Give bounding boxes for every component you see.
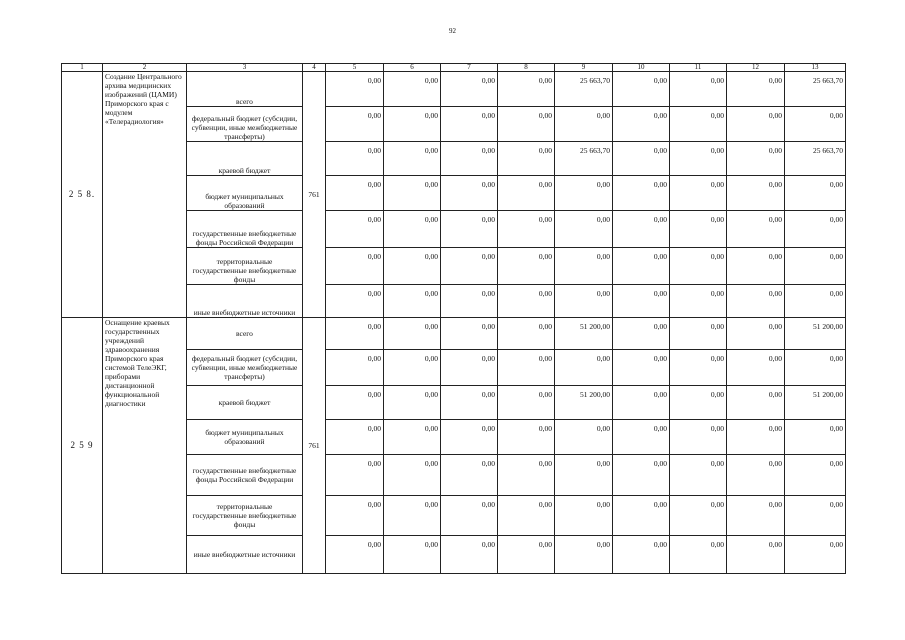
value-cell: 0,00 — [498, 350, 555, 386]
value-cell: 0,00 — [613, 285, 670, 318]
value-cell: 51 200,00 — [555, 386, 613, 420]
value-cell: 0,00 — [727, 420, 785, 455]
value-cell: 0,00 — [441, 285, 498, 318]
value-cell: 0,00 — [785, 211, 846, 248]
value-cell: 0,00 — [613, 496, 670, 536]
value-cell: 0,00 — [727, 496, 785, 536]
value-cell: 0,00 — [670, 350, 727, 386]
value-cell: 0,00 — [727, 72, 785, 107]
funding-source: государственные внебюджетные фонды Российской Федерации — [187, 211, 303, 248]
value-cell: 0,00 — [498, 536, 555, 574]
value-cell: 25 663,70 — [555, 142, 613, 176]
value-cell: 0,00 — [555, 211, 613, 248]
funding-source: иные внебюджетные источники — [187, 285, 303, 318]
value-cell: 0,00 — [785, 455, 846, 496]
funding-source: краевой бюджет — [187, 142, 303, 176]
value-cell: 0,00 — [613, 211, 670, 248]
value-cell: 0,00 — [727, 455, 785, 496]
value-cell: 0,00 — [613, 536, 670, 574]
value-cell: 0,00 — [785, 107, 846, 142]
value-cell: 0,00 — [613, 350, 670, 386]
value-cell: 0,00 — [670, 496, 727, 536]
value-cell: 0,00 — [498, 318, 555, 350]
value-cell: 0,00 — [613, 72, 670, 107]
value-cell: 25 663,70 — [785, 72, 846, 107]
value-cell: 0,00 — [498, 248, 555, 285]
value-cell: 0,00 — [326, 211, 384, 248]
value-cell: 0,00 — [670, 107, 727, 142]
value-cell: 0,00 — [441, 386, 498, 420]
value-cell: 0,00 — [613, 176, 670, 211]
value-cell: 0,00 — [384, 496, 441, 536]
value-cell: 0,00 — [326, 318, 384, 350]
administrator-code: 761 — [303, 72, 326, 318]
value-cell: 0,00 — [498, 176, 555, 211]
value-cell: 0,00 — [727, 107, 785, 142]
value-cell: 0,00 — [670, 248, 727, 285]
funding-source: территориальные государственные внебюджетные фонды — [187, 248, 303, 285]
value-cell: 0,00 — [670, 420, 727, 455]
value-cell: 0,00 — [384, 318, 441, 350]
value-cell: 0,00 — [670, 386, 727, 420]
value-cell: 0,00 — [670, 455, 727, 496]
funding-source: всего — [187, 72, 303, 107]
value-cell: 0,00 — [441, 536, 498, 574]
value-cell: 0,00 — [326, 176, 384, 211]
value-cell: 0,00 — [441, 420, 498, 455]
funding-source: федеральный бюджет (субсидии, субвенции, иные межбюджетные трансферты) — [187, 107, 303, 142]
value-cell: 0,00 — [555, 248, 613, 285]
value-cell: 0,00 — [785, 350, 846, 386]
value-cell: 0,00 — [670, 176, 727, 211]
value-cell: 0,00 — [670, 142, 727, 176]
value-cell: 0,00 — [555, 350, 613, 386]
value-cell: 51 200,00 — [785, 318, 846, 350]
value-cell: 0,00 — [613, 318, 670, 350]
budget-table — [61, 63, 846, 574]
header-cell: 3 — [187, 64, 303, 72]
header-cell: 2 — [103, 64, 187, 72]
page-number: 92 — [449, 27, 456, 35]
value-cell: 0,00 — [326, 386, 384, 420]
value-cell: 0,00 — [441, 455, 498, 496]
value-cell: 0,00 — [441, 211, 498, 248]
header-cell: 8 — [498, 64, 555, 72]
value-cell: 0,00 — [785, 285, 846, 318]
value-cell: 0,00 — [727, 386, 785, 420]
value-cell: 0,00 — [384, 455, 441, 496]
value-cell: 25 663,70 — [555, 72, 613, 107]
value-cell: 0,00 — [326, 536, 384, 574]
value-cell: 0,00 — [498, 285, 555, 318]
value-cell: 0,00 — [441, 350, 498, 386]
value-cell: 0,00 — [384, 386, 441, 420]
measure-description: Оснащение краевых государственных учреждений здравоохранения Приморского края системой ТелеЭКГ, приборами дистанционной функциональной диагностики — [103, 318, 187, 574]
value-cell: 0,00 — [384, 536, 441, 574]
value-cell: 0,00 — [555, 496, 613, 536]
value-cell: 0,00 — [384, 420, 441, 455]
funding-source: бюджет муниципальных образований — [187, 420, 303, 455]
value-cell: 0,00 — [326, 72, 384, 107]
measure-description: Создание Центрального архива медицинских изображений (ЦАМИ) Приморского края с модулем «Телерадиология» — [103, 72, 187, 318]
value-cell: 0,00 — [498, 142, 555, 176]
value-cell: 0,00 — [727, 285, 785, 318]
value-cell: 0,00 — [326, 142, 384, 176]
value-cell: 0,00 — [441, 142, 498, 176]
value-cell: 0,00 — [384, 285, 441, 318]
funding-source: бюджет муниципальных образований — [187, 176, 303, 211]
value-cell: 51 200,00 — [555, 318, 613, 350]
value-cell: 0,00 — [384, 142, 441, 176]
header-cell: 11 — [670, 64, 727, 72]
value-cell: 0,00 — [384, 176, 441, 211]
value-cell: 0,00 — [326, 420, 384, 455]
value-cell: 0,00 — [384, 107, 441, 142]
value-cell: 0,00 — [555, 107, 613, 142]
value-cell: 0,00 — [727, 536, 785, 574]
value-cell: 0,00 — [498, 211, 555, 248]
value-cell: 0,00 — [727, 142, 785, 176]
value-cell: 0,00 — [441, 176, 498, 211]
row-index: 2 5 8. — [62, 72, 103, 318]
header-cell: 4 — [303, 64, 326, 72]
funding-source: краевой бюджет — [187, 386, 303, 420]
value-cell: 0,00 — [613, 455, 670, 496]
value-cell: 0,00 — [670, 211, 727, 248]
value-cell: 0,00 — [498, 420, 555, 455]
header-cell: 10 — [613, 64, 670, 72]
value-cell: 0,00 — [670, 536, 727, 574]
value-cell: 0,00 — [727, 211, 785, 248]
value-cell: 0,00 — [326, 496, 384, 536]
header-cell: 7 — [441, 64, 498, 72]
value-cell: 0,00 — [727, 350, 785, 386]
value-cell: 0,00 — [326, 107, 384, 142]
value-cell: 0,00 — [498, 72, 555, 107]
funding-source: федеральный бюджет (субсидии, субвенции, иные межбюджетные трансферты) — [187, 350, 303, 386]
value-cell: 0,00 — [384, 248, 441, 285]
funding-source: всего — [187, 318, 303, 350]
value-cell: 0,00 — [555, 285, 613, 318]
value-cell: 0,00 — [785, 176, 846, 211]
value-cell: 0,00 — [498, 386, 555, 420]
header-cell: 1 — [62, 64, 103, 72]
value-cell: 0,00 — [555, 176, 613, 211]
value-cell: 0,00 — [670, 285, 727, 318]
value-cell: 0,00 — [555, 455, 613, 496]
value-cell: 0,00 — [384, 350, 441, 386]
value-cell: 0,00 — [498, 496, 555, 536]
funding-source: государственные внебюджетные фонды Российской Федерации — [187, 455, 303, 496]
header-cell: 13 — [785, 64, 846, 72]
value-cell: 0,00 — [555, 536, 613, 574]
value-cell: 0,00 — [727, 248, 785, 285]
value-cell: 0,00 — [785, 248, 846, 285]
value-cell: 0,00 — [785, 420, 846, 455]
value-cell: 0,00 — [441, 496, 498, 536]
funding-source: территориальные государственные внебюджетные фонды — [187, 496, 303, 536]
value-cell: 0,00 — [613, 107, 670, 142]
value-cell: 0,00 — [498, 455, 555, 496]
value-cell: 0,00 — [326, 248, 384, 285]
value-cell: 0,00 — [326, 285, 384, 318]
value-cell: 0,00 — [613, 386, 670, 420]
value-cell: 0,00 — [441, 318, 498, 350]
header-cell: 5 — [326, 64, 384, 72]
value-cell: 0,00 — [727, 176, 785, 211]
value-cell: 0,00 — [441, 107, 498, 142]
value-cell: 0,00 — [326, 455, 384, 496]
value-cell: 25 663,70 — [785, 142, 846, 176]
value-cell: 0,00 — [613, 142, 670, 176]
value-cell: 0,00 — [670, 72, 727, 107]
value-cell: 0,00 — [384, 211, 441, 248]
value-cell: 0,00 — [441, 248, 498, 285]
value-cell: 0,00 — [498, 107, 555, 142]
header-cell: 12 — [727, 64, 785, 72]
header-cell: 6 — [384, 64, 441, 72]
row-index: 2 5 9 — [62, 318, 103, 574]
value-cell: 0,00 — [384, 72, 441, 107]
header-row — [62, 64, 846, 72]
table-row — [62, 72, 846, 107]
value-cell: 0,00 — [785, 496, 846, 536]
header-cell: 9 — [555, 64, 613, 72]
value-cell: 0,00 — [785, 536, 846, 574]
value-cell: 0,00 — [670, 318, 727, 350]
value-cell: 51 200,00 — [785, 386, 846, 420]
value-cell: 0,00 — [727, 318, 785, 350]
value-cell: 0,00 — [613, 420, 670, 455]
value-cell: 0,00 — [555, 420, 613, 455]
value-cell: 0,00 — [613, 248, 670, 285]
funding-source: иные внебюджетные источники — [187, 536, 303, 574]
table-row — [62, 318, 846, 350]
value-cell: 0,00 — [441, 72, 498, 107]
administrator-code: 761 — [303, 318, 326, 574]
value-cell: 0,00 — [326, 350, 384, 386]
